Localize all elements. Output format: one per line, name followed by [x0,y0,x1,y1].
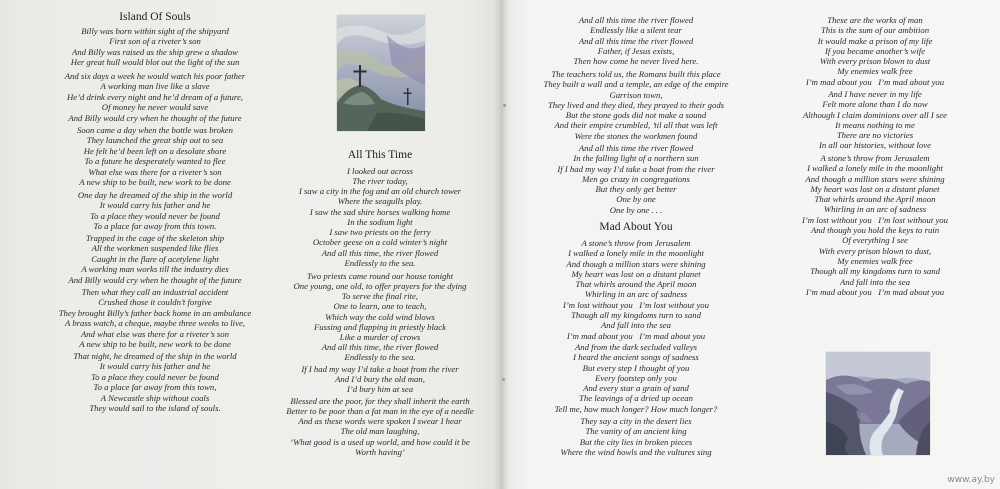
lyric-line: But every step I thought of you [582,362,690,373]
stanza [265,271,495,362]
lyric-line: To a place they could never be found [91,371,219,382]
lyric-line: Whirling in an arc of sadness [823,204,927,215]
lyric-line: If I had my way I’d take a boat from the river [301,364,459,374]
stanza [265,396,495,457]
lyric-line: The leavings of a dried up ocean [579,393,693,404]
lyric-line: I’m mad about you I’m mad about you [566,330,706,341]
lyric-line: Endlessly to the sea. [344,258,416,269]
lyric-line: I’d bury him at sea [346,384,414,395]
lyric-line: Felt more alone than I do now [822,99,928,110]
lyric-line: They built a wall and a temple, an edge of the empire [543,79,729,90]
stanza [45,190,265,232]
lyric-line: It means nothing to me [835,119,915,130]
lyric-line: To a place far away from this town. [93,221,217,232]
lyric-line: Although I claim dominions over all I see [802,109,948,120]
stanza [522,416,750,457]
lyric-line: And Billy would cry when he thought of the future [68,274,242,285]
lyric-line: And Billy was raised as the ship grew a shadow [72,46,238,57]
stanza [522,238,750,341]
lyric-line: One to learn, one to teach, [333,301,427,312]
lyric-line: They brought Billy’s father back home in an ambulance [58,307,252,318]
lyric-line: Then how come he never lived here. [573,56,699,67]
stanza [522,15,750,66]
lyric-line: But they only get better [595,184,677,195]
song-title: Mad About You [599,221,673,233]
lyric-line: A working man works till the industry dies [81,264,229,275]
lyric-line: Like a murder of crows [339,331,421,342]
lyric-line: I saw the sad shire horses walking home [309,206,451,217]
stanza [522,69,750,141]
stanza [45,287,265,349]
lyric-line: The teachers told us, the Romans built this place [551,69,721,79]
lyric-line: This is the sum of our ambition [820,25,930,36]
song-all-this-time [265,0,495,489]
staple-hole [503,104,506,107]
lyric-line: I saw two priests on the ferry [329,226,431,237]
lyric-line: And as these words were spoken I swear I hear [298,416,462,427]
lyric-line: Caught in the flare of acetylene light [91,253,219,264]
lyric-line: In the sodium light [347,216,413,227]
lyric-line: I looked out across [346,166,414,176]
lyric-line: Which way the cold wind blows [325,311,435,322]
lyric-line: Crushed those it couldn’t forgive [98,297,212,308]
lyric-line: To serve the final rite, [341,291,419,302]
lyric-line: Fussing and flapping in priestly black [314,321,446,332]
lyric-line: They lived and they died, they prayed to their gods [547,99,725,110]
lyric-line: My enemies walk free [837,255,913,266]
lyric-line: Trapped in the cage of the skeleton ship [85,233,225,243]
lyric-line: Garrison town, [609,89,663,100]
lyric-line: These are the works of man [827,15,923,25]
lyric-line: I walked a lonely mile in the moonlight [807,163,943,174]
lyric-line: And fall into the sea [601,320,671,331]
lyric-line: To a place far away from this town, [93,382,217,393]
lyric-line: And though you hold the keys to ruin [810,225,940,236]
lyric-line: Worth having’ [355,446,405,457]
lyric-line: And from the dark secluded valleys [575,342,697,352]
lyric-line: Then what they call an industrial accident [81,287,229,297]
watermark: www.ay.by [947,475,995,485]
lyric-line: That whirls around the April moon [575,279,697,290]
lyric-line: Of everything I see [842,235,908,246]
lyric-line: To a future he desperately wanted to flee [84,156,226,167]
lyric-line: He’d drink every night and he’d dream of a future, [67,91,243,102]
lyric-line: Blessed are the poor, for they shall inherit the earth [290,396,470,406]
lyric-line: One day he dreamed of the ship in the world [77,190,233,200]
lyric-line: Where the seagulls play. [337,196,423,207]
lyric-line: With every prison blown to dust, [818,245,932,256]
lyric-line: But the stone gods did not make a sound [565,110,707,121]
lyric-line: I’m lost without you I’m lost without you [802,214,948,225]
lyric-line: In the falling light of a northern sun [573,153,699,164]
lyric-line: To a place they would never be found [90,210,220,221]
lyric-line: It would carry his father and he [99,200,211,211]
lyric-line: That night, he dreamed of the ship in the world [73,351,237,361]
lyric-line: They would sail to the island of souls. [89,402,221,413]
lyric-line: It would carry his father and he [99,361,211,372]
lyric-line: There are no victories [836,130,914,141]
song-title: All This Time [347,149,413,161]
lyric-line: Billy was born within sight of the shipyard [81,26,229,36]
stanza [265,166,495,247]
stanza [45,233,265,285]
lyric-line: A new ship to be built, new work to be done [79,176,231,187]
lyric-line: A brass watch, a cheque, maybe three weeks to live, [65,318,245,329]
stanza [765,15,985,87]
lyrics-column-3 [522,0,750,489]
lyric-line: ‘What good is a used up world, and how could it be [290,436,470,447]
lyric-line: If you became another’s wife [824,45,926,56]
lyric-line: And what else was there for a riveter’s son [81,328,229,339]
lyric-line: And all this time the river flowed [578,35,694,46]
lyric-line: And all this time the river flowed [578,15,694,25]
lyric-line: I walked a lonely mile in the moonlight [568,248,704,259]
painting-river-valley-image [826,352,930,455]
lyric-line: One by one [616,194,656,205]
stanza [45,351,265,413]
lyric-line: A Newcastle ship without coals [100,392,210,403]
lyric-line: Endlessly like a silent tear [590,25,682,36]
lyric-line: And though a million stars were shining [805,173,945,184]
lyric-line: The river today, [352,176,408,187]
lyric-line: Soon came a day when the bottle was broken [76,125,234,135]
lyric-line: And six days a week he would watch his poor father [64,71,246,81]
lyric-line: All the workmen suspended like flies [91,243,219,254]
lyric-line: He felt he’d been left on a desolate shore [83,145,227,156]
lyric-line: And Billy would cry when he thought of the future [68,112,242,123]
lyric-line: And I have never in my life [828,89,922,99]
lyric-line: Tell me, how much longer? How much longer? [554,403,718,414]
stanza [265,364,495,394]
lyric-line: Of money he never would save [101,102,209,113]
lyric-line: That whirls around the April moon [814,194,936,205]
lyric-line: I’m mad about you I’m mad about you [805,76,945,87]
lyric-line: Whirling in an arc of sadness [584,289,688,300]
lyric-line: And all this time, the river flowed [321,341,439,352]
lyric-line: I’m lost without you I’m lost without you [563,299,709,310]
lyric-line: Her great hull would blot out the light of the sun [70,57,240,68]
lyric-line: A new ship to be built, new work to be done [79,338,231,349]
lyric-line: Better to be poor than a fat man in the eye of a needle [286,406,474,417]
lyric-line: But the city lies in broken pieces [579,436,693,447]
lyric-line: Men go crazy in congregations [582,173,690,184]
lyric-line: Two priests came round our house tonight [306,271,454,281]
lyric-line: A working man live like a slave [100,81,210,92]
lyric-line: One by one . . . [609,204,663,215]
lyric-line: First son of a riveter’s son [109,36,201,47]
stanza [765,153,985,297]
lyric-line: October geese on a cold winter’s night [312,236,448,247]
lyric-line: My heart was lost on a distant planet [571,268,701,279]
lyric-line: And though a million stars were shining [566,258,706,269]
lyric-line: My enemies walk free [837,66,913,77]
lyric-line: They launched the great ship out to sea [86,135,224,146]
lyric-line: What else was there for a riveter’s son [88,166,222,177]
lyric-line: The old man laughing, [340,426,420,437]
lyric-line: My heart was lost on a distant planet [810,183,940,194]
lyric-line: I’m mad about you I’m mad about you [805,286,945,297]
lyric-line: Endlessly to the sea. [344,352,416,363]
stanza [765,89,985,151]
lyric-line: And I’d bury the old man, [335,374,425,385]
lyric-line: The vanity of an ancient king [585,426,687,437]
lyric-line: It would make a prison of my life [817,35,933,46]
stanza [522,342,750,414]
lyric-line: In all our histories, without love [819,140,931,151]
lyric-line: Were the stones the workmen found [574,130,698,141]
lyric-line: I heard the ancient songs of sadness [573,352,699,363]
lyric-line: With every prison blown to dust [819,56,931,67]
lyric-line: Though all my kingdoms turn to sand [571,310,701,321]
lyric-line: They say a city in the desert lies [580,416,692,426]
stanza [45,71,265,123]
stanza [45,26,265,68]
stanza [265,248,495,268]
lyric-line: A stone’s throw from Jerusalem [581,238,691,248]
song-title: Island Of Souls [119,11,191,23]
staple-hole [502,378,505,381]
lyric-line: And fall into the sea [840,276,910,287]
lyric-line: One young, one old, to offer prayers for the dying [293,281,467,292]
lyric-line: And all this time, the river flowed [321,248,439,258]
stanza [522,143,750,215]
lyric-line: And all this time the river flowed [578,143,694,153]
stanza [45,125,265,187]
lyric-line: I saw a city in the fog and an old church tower [298,186,462,197]
lyric-line: If I had my way I’d take a boat from the river [557,163,715,174]
page-fold [494,0,508,489]
song-island-of-souls [45,0,265,489]
lyric-line: And every star a grain of sand [583,383,689,394]
lyric-line: Every footstep only you [595,372,677,383]
lyric-line: And their empire crumbled, ’til all that was left [554,120,718,131]
lyric-line: A stone’s throw from Jerusalem [820,153,930,163]
lyric-line: Father, if Jesus exists, [597,45,675,56]
lyric-line: Though all my kingdoms turn to sand [810,266,940,277]
lyric-line: Where the wind howls and the vultures sing [560,446,712,457]
